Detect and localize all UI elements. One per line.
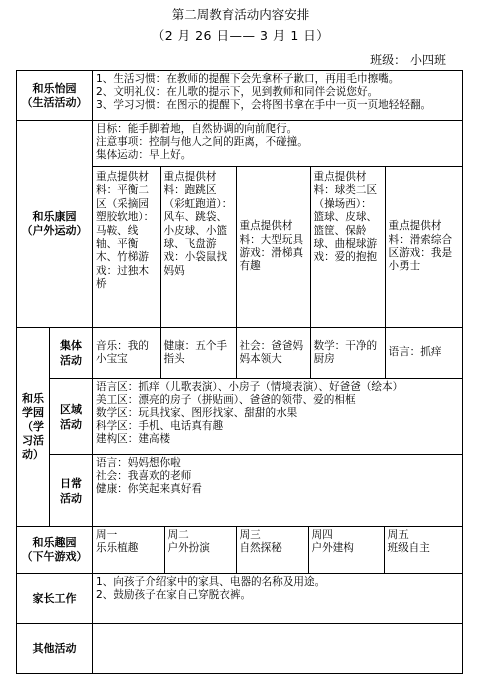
list-item: 1、向孩子介绍家中的家具、电器的名称及用途。 [96, 576, 326, 588]
list-item: 2、文明礼仪：在儿歌的提示下，见到教师和同伴会说您好。 [96, 86, 379, 98]
section-label-xue: 和乐 学园 （学 习活 动） [17, 328, 50, 527]
group-activity-grid [93, 328, 463, 379]
row-parent [17, 574, 463, 624]
game-day-4: 周四 户外建构 [308, 527, 384, 573]
kang-area-4: 重点提供材料：球类二区（操场西）：篮球、皮球、篮筐、保龄球、曲棍球游戏：爱的抱抱 [310, 167, 385, 327]
section-label-parent: 家长工作 [17, 574, 93, 624]
kang-area-2: 重点提供材料：跑跳区（彩虹跑道）：风车、跳袋、小皮球、小篮球、飞盘游戏：小袋鼠找妈妈 [160, 167, 236, 327]
class-label: 班级： 小四班 [370, 53, 446, 67]
section-label-other: 其他活动 [17, 624, 93, 674]
other-activity-content [93, 624, 463, 674]
list-item: 3、学习习惯：在图示的提醒下，会将图书拿在手中一页一页地轻轻翻。 [96, 99, 432, 111]
game-day-5: 周五 班级自主 [384, 527, 462, 573]
list-item: 2、鼓励孩子在家自己穿脱衣裤。 [96, 589, 252, 601]
kang-area-5: 重点提供材料：滑索综合区游戏：我是小勇士 [385, 167, 462, 327]
list-item: 1、生活习惯：在教师的提醒下会先拿杯子歉口，再用毛巾擦嘴。 [96, 73, 400, 85]
group-activity-1: 音乐：我的小宝宝 [93, 328, 160, 378]
daily-activity-content [93, 455, 463, 527]
kang-goals [93, 121, 463, 167]
yiyi-content [93, 71, 463, 121]
goal-item: 目标：能手脚着地，自然协调的向前爬行。 [96, 123, 298, 135]
afternoon-game-grid [93, 527, 463, 574]
group-activity-5: 语言：抓痒 [385, 328, 462, 378]
row-qu [17, 527, 463, 574]
game-day-2: 周二 户外扮演 [164, 527, 236, 573]
page-title: 第二周教育活动内容安排 [171, 7, 310, 22]
parent-work-content [93, 574, 463, 624]
list-item: 健康：你笑起来真好看 [96, 483, 202, 495]
kang-area-3: 重点提供材料：大型玩具游戏：滑梯真有趣 [236, 167, 310, 327]
section-label-yiyi: 和乐怡园 （生活活动） [17, 71, 93, 121]
sub-label-area: 区域 活动 [50, 379, 93, 455]
kang-area-1: 重点提供材料：平衡二区（采摘园塑胶软地）：马鞍、线轴、平衡木、竹梯游戏：过独木桥 [93, 167, 160, 327]
group-activity-2: 健康：五个手指头 [160, 328, 236, 378]
section-label-qu: 和乐趣园 （下午游戏） [17, 527, 93, 574]
list-item: 数学区：玩具找家、图形找家、甜甜的水果 [96, 407, 298, 419]
area-activity-content [93, 379, 463, 455]
goal-item: 集体运动：早上好。 [96, 149, 192, 161]
kang-area-grid [93, 167, 463, 328]
list-item: 语言：妈妈想你啦 [96, 457, 181, 469]
sub-label-group: 集体 活动 [50, 328, 93, 379]
list-item: 语言区：抓痒（儿歌表演）、小房子（情境表演）、好爸爸（绘本） [96, 381, 404, 393]
group-activity-4: 数学：干净的厨房 [310, 328, 385, 378]
list-item: 社会：我喜欢的老师 [96, 470, 192, 482]
row-other [17, 624, 463, 674]
game-day-1: 周一 乐乐植趣 [93, 527, 164, 573]
schedule-table [16, 70, 463, 674]
list-item: 美工区：漂亮的房子（拼贴画）、爸爸的领带、爱的相框 [96, 394, 356, 406]
sub-label-daily: 日常 活动 [50, 455, 93, 527]
date-range: （2 月 26 日—— 3 月 1 日） [151, 28, 330, 43]
list-item: 建构区：建高楼 [96, 433, 171, 445]
group-activity-3: 社会：爸爸妈妈本领大 [236, 328, 310, 378]
row-kang-goals [17, 121, 463, 167]
row-xue-area [17, 379, 463, 455]
goal-item: 注意事项：控制与他人之间的距离，不碰撞。 [96, 136, 308, 148]
section-label-kang: 和乐康园 （户外运动） [17, 121, 93, 328]
row-xue-group [17, 328, 463, 379]
row-yiyi [17, 71, 463, 121]
row-xue-daily [17, 455, 463, 527]
game-day-3: 周三 自然探秘 [236, 527, 308, 573]
list-item: 科学区：手机、电话真有趣 [96, 420, 224, 432]
